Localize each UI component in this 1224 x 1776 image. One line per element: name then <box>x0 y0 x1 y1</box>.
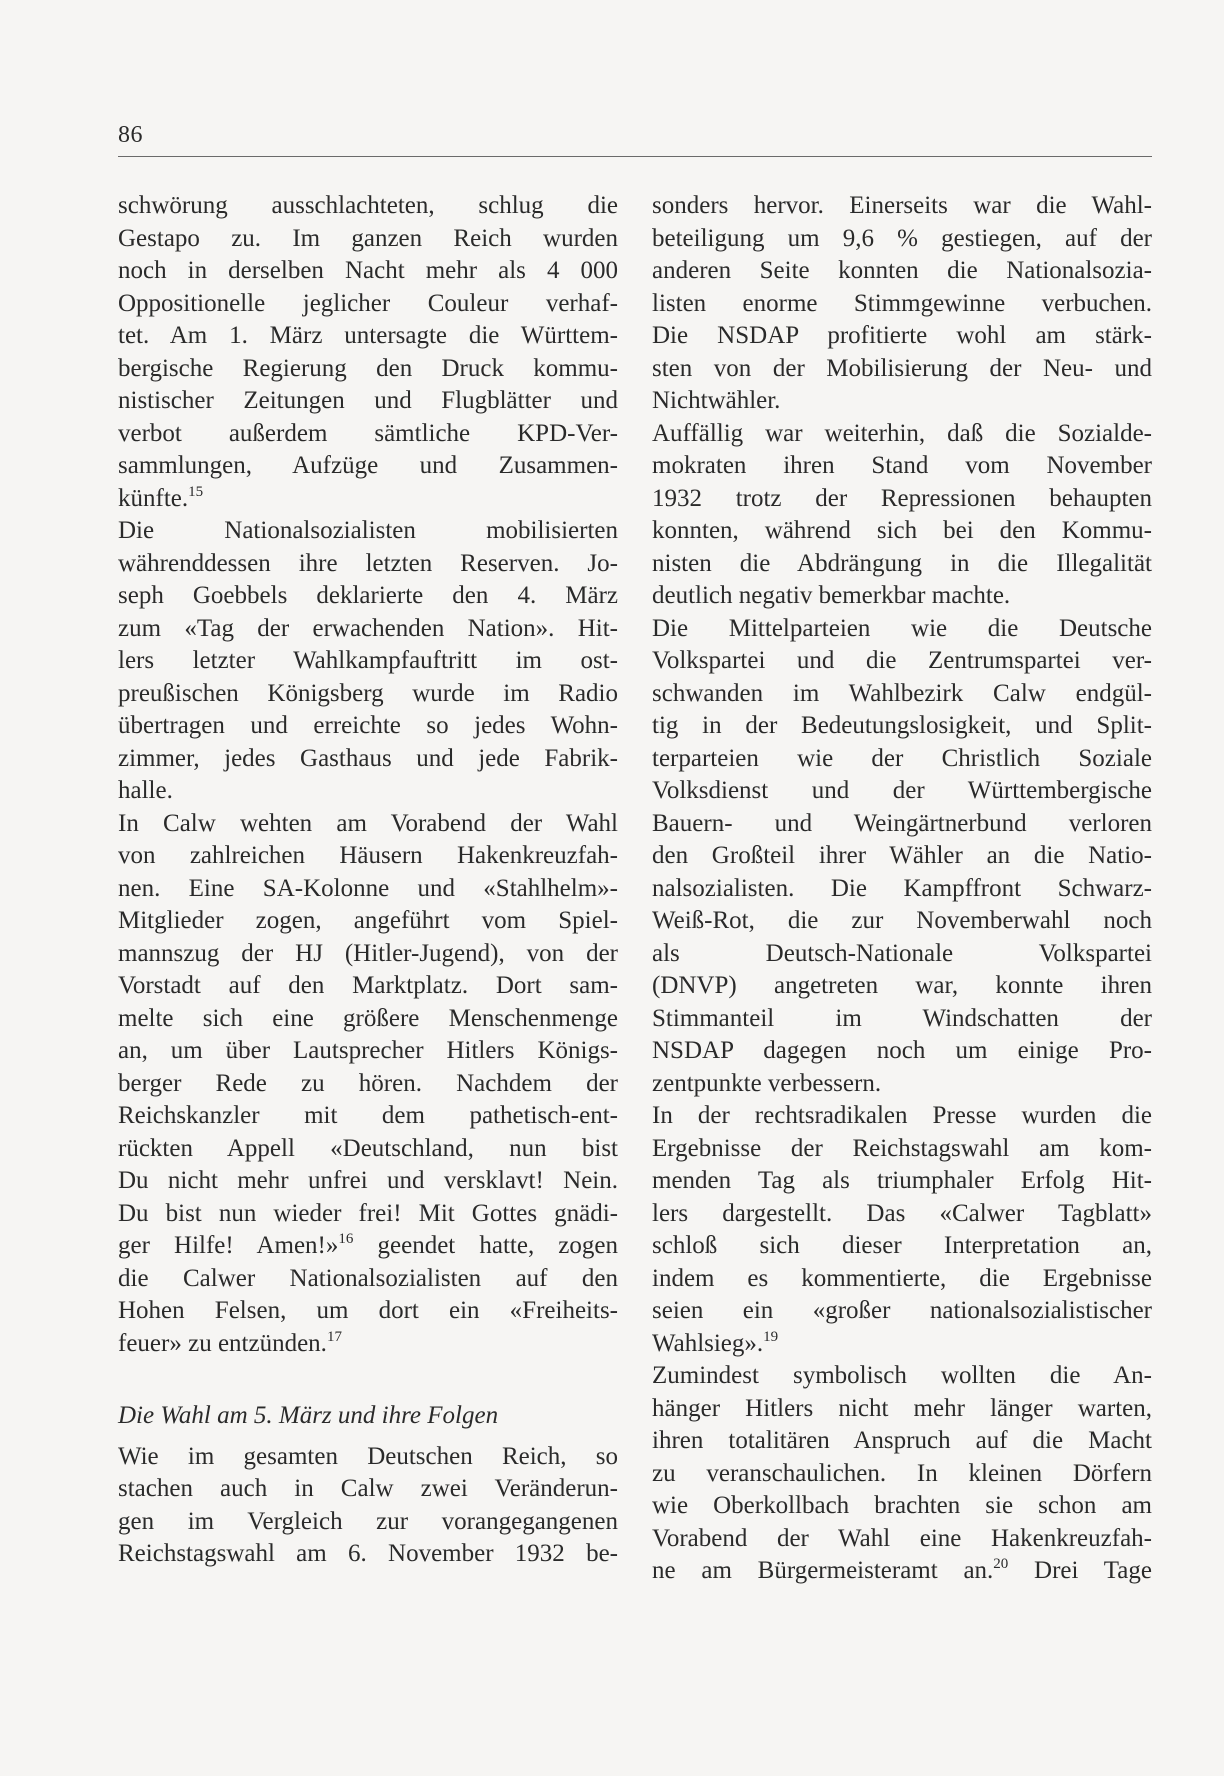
text-line: hänger Hitlers nicht mehr länger warten, <box>652 1394 1152 1422</box>
text-line: seien ein «großer nationalsozialistischer <box>652 1297 1152 1324</box>
text-line: ger Hilfe! Amen!»$^{16}$ geendet hatte, zogen <box>118 1231 618 1259</box>
text-line: Nichtwähler. <box>652 387 781 414</box>
footnote-ref-17: 17 <box>326 1328 342 1345</box>
text-line: noch in derselben Nacht mehr als 4 000 <box>118 257 618 284</box>
text-line: schwanden im Wahlbezirk Calw endgül- <box>652 679 1152 707</box>
text-line: Hohen Felsen, um dort ein «Freiheits- <box>118 1297 618 1324</box>
text-line: ne am Bürgermeisteramt an.$^{20}$ Drei Tage <box>652 1556 1152 1584</box>
text-line: währenddessen ihre letzten Reserven. Jo- <box>118 549 618 577</box>
text-line: verbot außerdem sämtliche KPD-Ver- <box>118 419 618 447</box>
text-line: Die Mittelparteien wie die Deutsche <box>652 614 1152 642</box>
text-line: zimmer, jedes Gasthaus und jede Fabrik- <box>118 744 618 772</box>
footnote-ref-16: 16 <box>338 1231 354 1247</box>
page-number: 86 <box>118 122 143 148</box>
text-line: nistischer Zeitungen und Flugblätter und <box>118 387 618 414</box>
left-column <box>118 190 618 1571</box>
text-line: listen enorme Stimmgewinne verbuchen. <box>652 289 1152 317</box>
text-line: 1932 trotz der Repressionen behaupten <box>652 484 1152 512</box>
text-line: zentpunkte verbessern. <box>652 1069 882 1097</box>
text-line: künfte.$^{15}$ <box>118 483 204 512</box>
paragraph-arrest <box>118 190 618 483</box>
text-line: Oppositionelle jeglicher Couleur verhaf- <box>118 289 618 317</box>
text-line: Mitglieder zogen, angeführt vom Spiel- <box>118 907 618 934</box>
text-line: bergische Regierung den Druck kommu- <box>118 354 618 382</box>
text-line: preußischen Königsberg wurde im Radio <box>118 679 618 707</box>
text-line: lers dargestellt. Das «Calwer Tagblatt» <box>652 1199 1152 1227</box>
text-line: nisten die Abdrängung in die Illegalität <box>652 549 1152 577</box>
text-line: mannszug der HJ (Hitler-Jugend), von der <box>118 939 618 967</box>
text-line: Auffällig war weiterhin, daß die Sozialde- <box>652 419 1152 447</box>
text-line: Gestapo zu. Im ganzen Reich wurden <box>118 224 618 252</box>
text-line: Stimmanteil im Windschatten der <box>652 1004 1152 1032</box>
text-line: Die Nationalsozialisten mobilisierten <box>118 517 618 544</box>
text-line: die Calwer Nationalsozialisten auf den <box>118 1264 618 1292</box>
text-line: nen. Eine SA-Kolonne und «Stahlhelm»- <box>118 874 618 902</box>
text-line: Die NSDAP profitierte wohl am stärk- <box>652 322 1152 349</box>
text-line: zum «Tag der erwachenden Nation». Hit- <box>118 614 618 642</box>
section-heading: Die Wahl am 5. März und ihre Folgen <box>118 1402 499 1429</box>
footnote-ref-15: 15 <box>188 483 204 500</box>
text-line: Reichstagswahl am 6. November 1932 be- <box>118 1540 618 1567</box>
text-line: Ergebnisse der Reichstagswahl am kom- <box>652 1134 1152 1162</box>
text-line: NSDAP dagegen noch um einige Pro- <box>652 1037 1152 1064</box>
text-line: berger Rede zu hören. Nachdem der <box>118 1069 618 1097</box>
text-line: tet. Am 1. März untersagte die Württem- <box>118 322 618 349</box>
text-line: zu veranschaulichen. In kleinen Dörfern <box>652 1459 1152 1487</box>
text-line: sonders hervor. Einerseits war die Wahl- <box>652 192 1152 219</box>
text-line: Weiß-Rot, die zur Novemberwahl noch <box>652 907 1152 934</box>
text-line: nalsozialisten. Die Kampffront Schwarz- <box>652 874 1152 902</box>
text-line: In der rechtsradikalen Presse wurden die <box>652 1102 1152 1129</box>
text-line: sten von der Mobilisierung der Neu- und <box>652 354 1152 382</box>
text-line: deutlich negativ bemerkbar machte. <box>652 582 1011 609</box>
text-line: lers letzter Wahlkampfauftritt im ost- <box>118 647 618 674</box>
text-line: rückten Appell «Deutschland, nun bist <box>118 1134 618 1162</box>
paragraph-calw-eve <box>118 808 618 1231</box>
text-line: Volksdienst und der Württembergische <box>652 777 1152 804</box>
text-line: Reichskanzler mit dem pathetisch-ent- <box>118 1102 618 1129</box>
text-line: terparteien wie der Christlich Soziale <box>652 744 1152 772</box>
paragraph-election <box>118 1441 618 1571</box>
text-line: schwörung ausschlachteten, schlug die <box>118 192 618 219</box>
text-line: Wahlsieg».$^{19}$ <box>652 1328 779 1357</box>
footnote-ref-19: 19 <box>763 1328 779 1345</box>
text-line: stachen auch in Calw zwei Veränderun- <box>118 1475 618 1502</box>
paragraph-social-democrats <box>652 418 1152 581</box>
header-rule <box>118 156 1152 157</box>
text-line: Volkspartei und die Zentrumspartei ver- <box>652 647 1152 674</box>
paragraph-middle-parties <box>652 613 1152 1068</box>
text-line: halle. <box>118 777 173 804</box>
text-line: anderen Seite konnten die Nationalsozia- <box>652 257 1152 284</box>
text-line: als Deutsch-Nationale Volkspartei <box>652 939 1152 967</box>
text-line: feuer» zu entzünden.$^{17}$ <box>118 1328 342 1357</box>
text-line: ihren totalitären Anspruch auf die Macht <box>652 1427 1152 1454</box>
text-line: Du bist nun wieder frei! Mit Gottes gnädi- <box>118 1199 618 1227</box>
text-line: (DNVP) angetreten war, konnte ihren <box>652 972 1152 999</box>
text-line: konnten, während sich bei den Kommu- <box>652 517 1152 544</box>
text-line: schloß sich dieser Interpretation an, <box>652 1232 1152 1259</box>
paragraph-calw-eve-cont <box>118 1263 618 1328</box>
text-line: den Großteil ihrer Wähler an die Natio- <box>652 842 1152 869</box>
paragraph-symbolic <box>652 1360 1152 1555</box>
text-line: Bauern- und Weingärtnerbund verloren <box>652 809 1152 837</box>
text-line: In Calw wehten am Vorabend der Wahl <box>118 809 618 837</box>
text-line: wie Oberkollbach brachten sie schon am <box>652 1492 1152 1519</box>
paragraph-turnout <box>652 190 1152 385</box>
text-line: von zahlreichen Häusern Hakenkreuzfah- <box>118 842 618 869</box>
text-line: melte sich eine größere Menschenmenge <box>118 1004 618 1032</box>
text-line: Vorstadt auf den Marktplatz. Dort sam- <box>118 972 618 999</box>
paragraph-mobilisation <box>118 515 618 775</box>
paragraph-press <box>652 1100 1152 1328</box>
text-line: übertragen und erreichte so jedes Wohn- <box>118 712 618 739</box>
text-line: Vorabend der Wahl eine Hakenkreuzfah- <box>652 1524 1152 1552</box>
text-line: seph Goebbels deklarierte den 4. März <box>118 582 618 609</box>
text-line: mokraten ihren Stand vom November <box>652 452 1152 479</box>
right-column <box>652 190 1152 1588</box>
text-line: tig in der Bedeutungslosigkeit, und Split- <box>652 712 1152 739</box>
text-line: Du nicht mehr unfrei und versklavt! Nein. <box>118 1167 618 1194</box>
text-line: sammlungen, Aufzüge und Zusammen- <box>118 452 618 479</box>
text-line: Zumindest symbolisch wollten die An- <box>652 1362 1152 1389</box>
text-line: Wie im gesamten Deutschen Reich, so <box>118 1442 618 1470</box>
text-line: gen im Vergleich zur vorangegangenen <box>118 1507 618 1535</box>
text-line: an, um über Lautsprecher Hitlers Königs- <box>118 1037 618 1064</box>
footnote-ref-20: 20 <box>993 1556 1009 1572</box>
text-line: menden Tag als triumphaler Erfolg Hit- <box>652 1167 1152 1194</box>
text-line: indem es kommentierte, die Ergebnisse <box>652 1264 1152 1292</box>
text-line: beteiligung um 9,6 % gestiegen, auf der <box>652 224 1152 252</box>
